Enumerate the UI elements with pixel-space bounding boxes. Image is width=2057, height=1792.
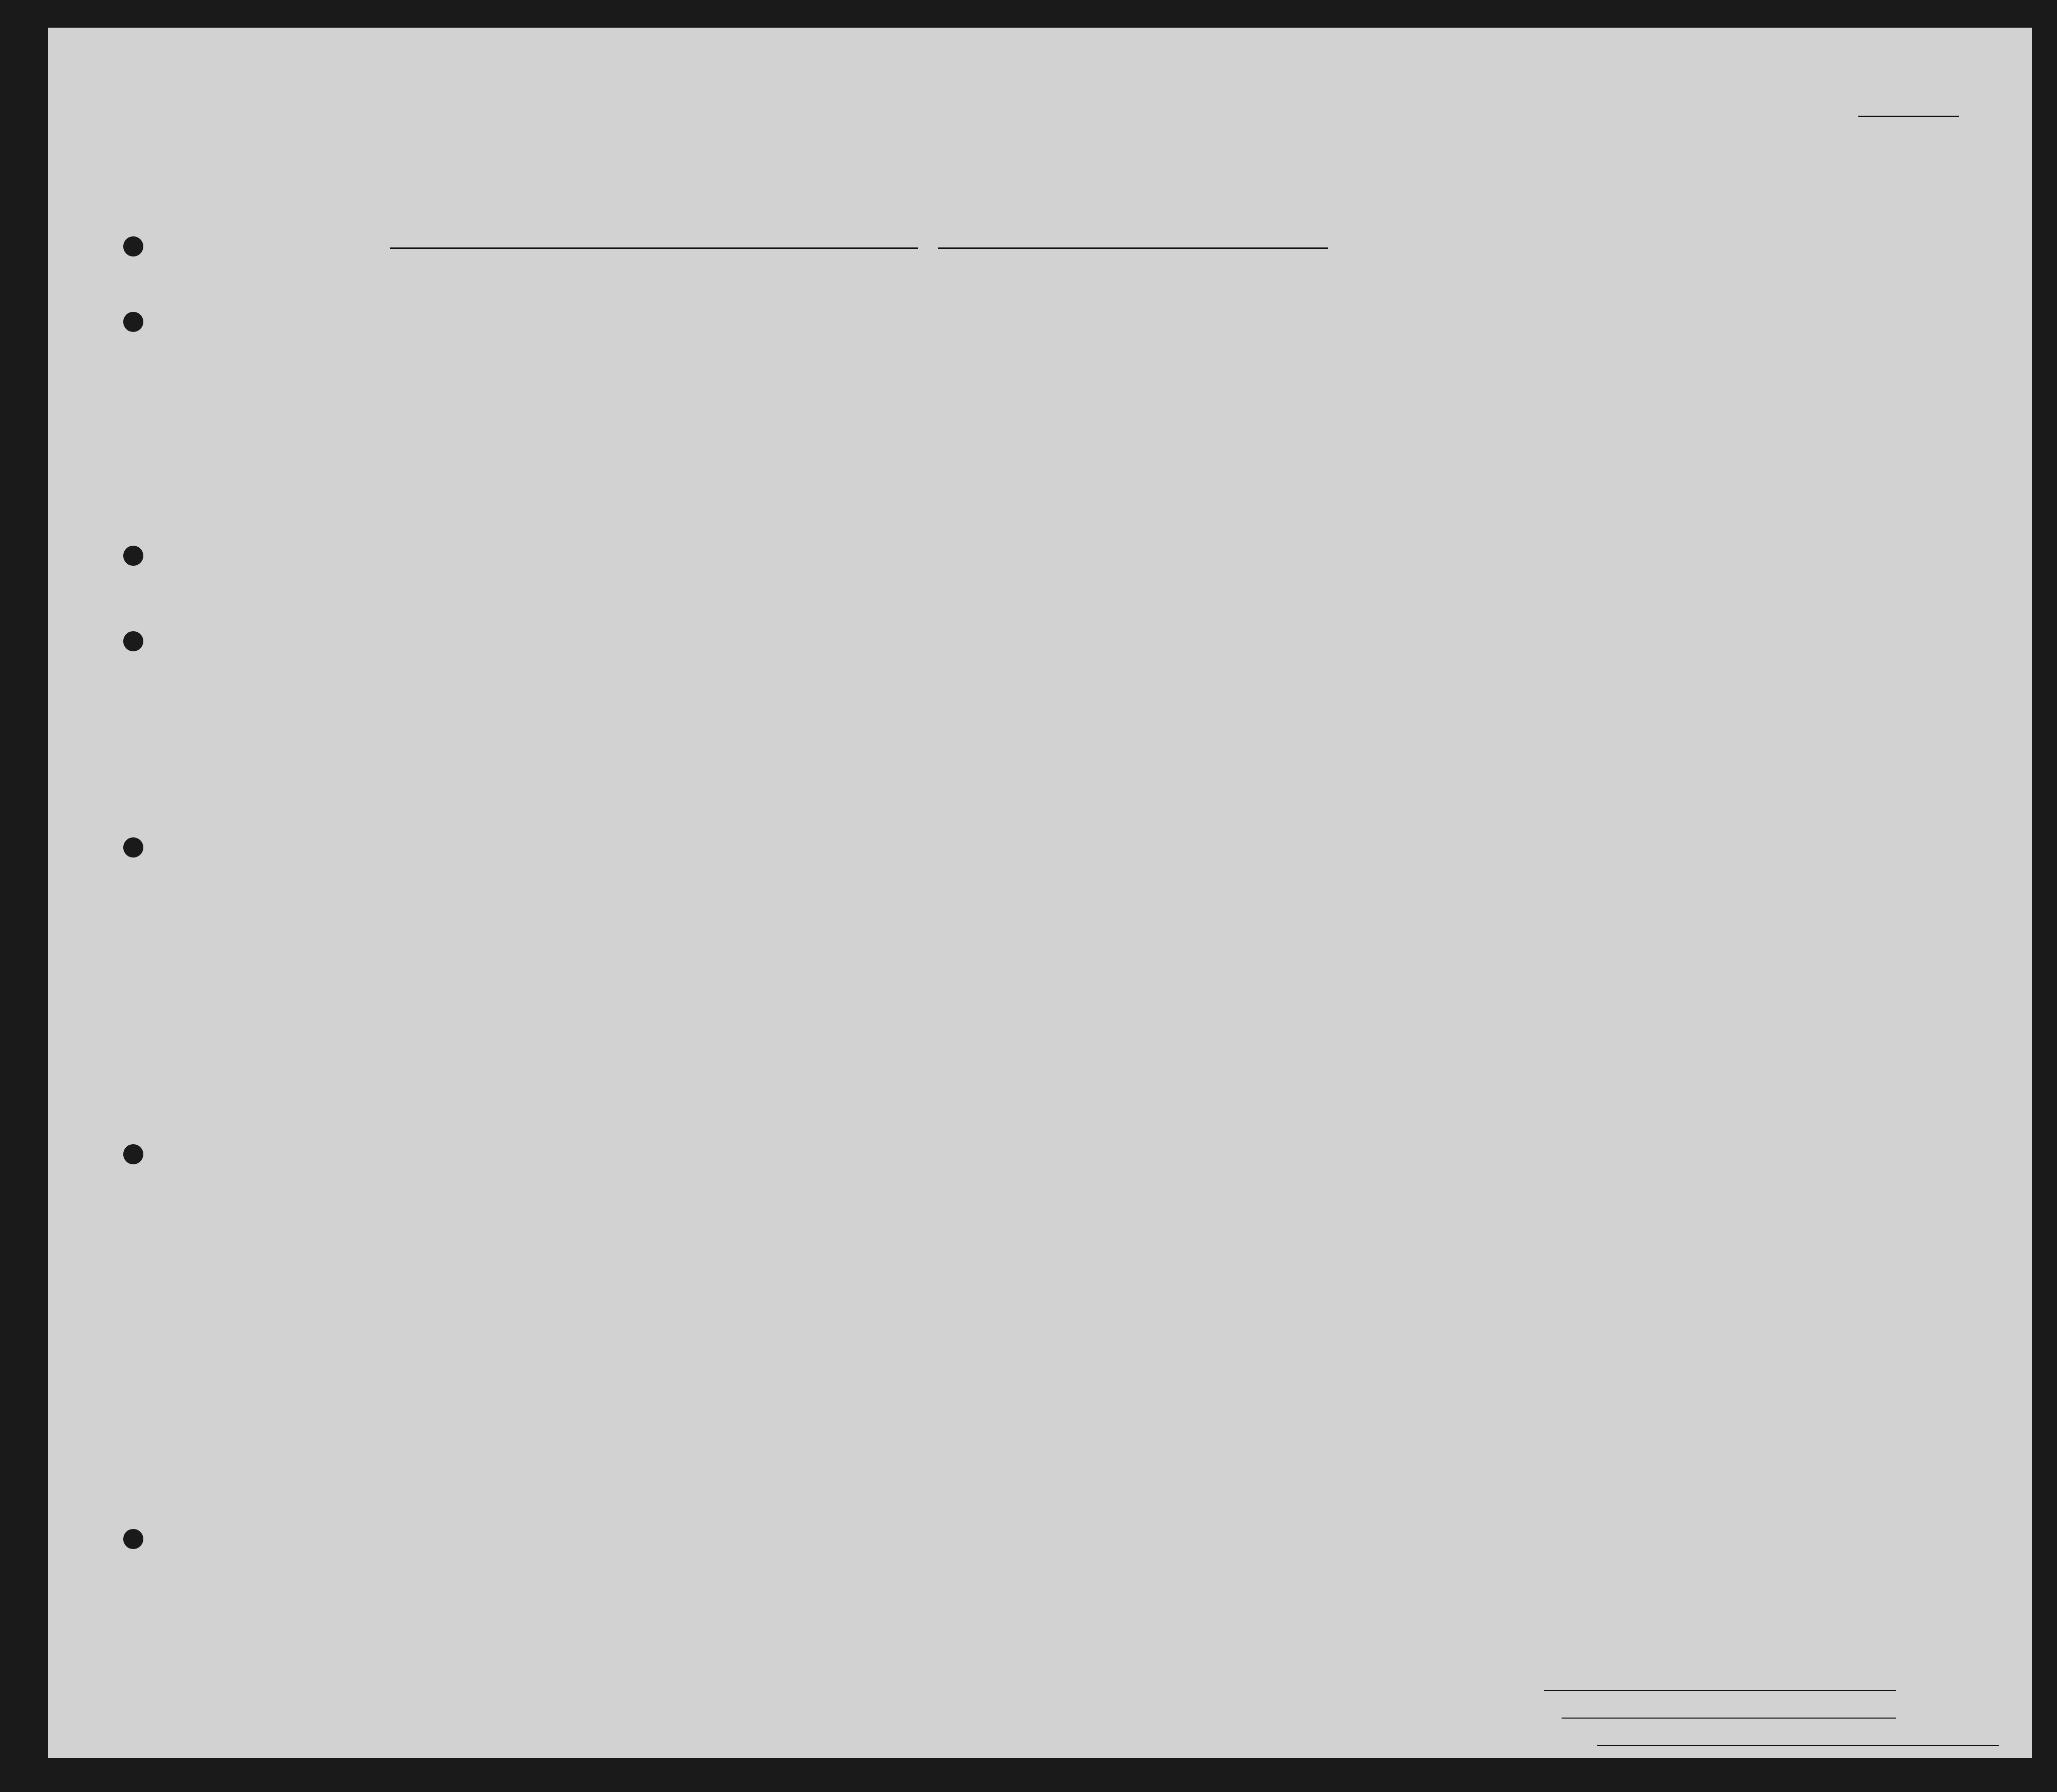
agents-underline (1597, 1745, 1999, 1746)
line-underline (1544, 1690, 1896, 1691)
table-grid (48, 28, 2032, 1758)
owners-underline (1562, 1718, 1896, 1719)
manifest-sheet (48, 28, 2032, 1758)
